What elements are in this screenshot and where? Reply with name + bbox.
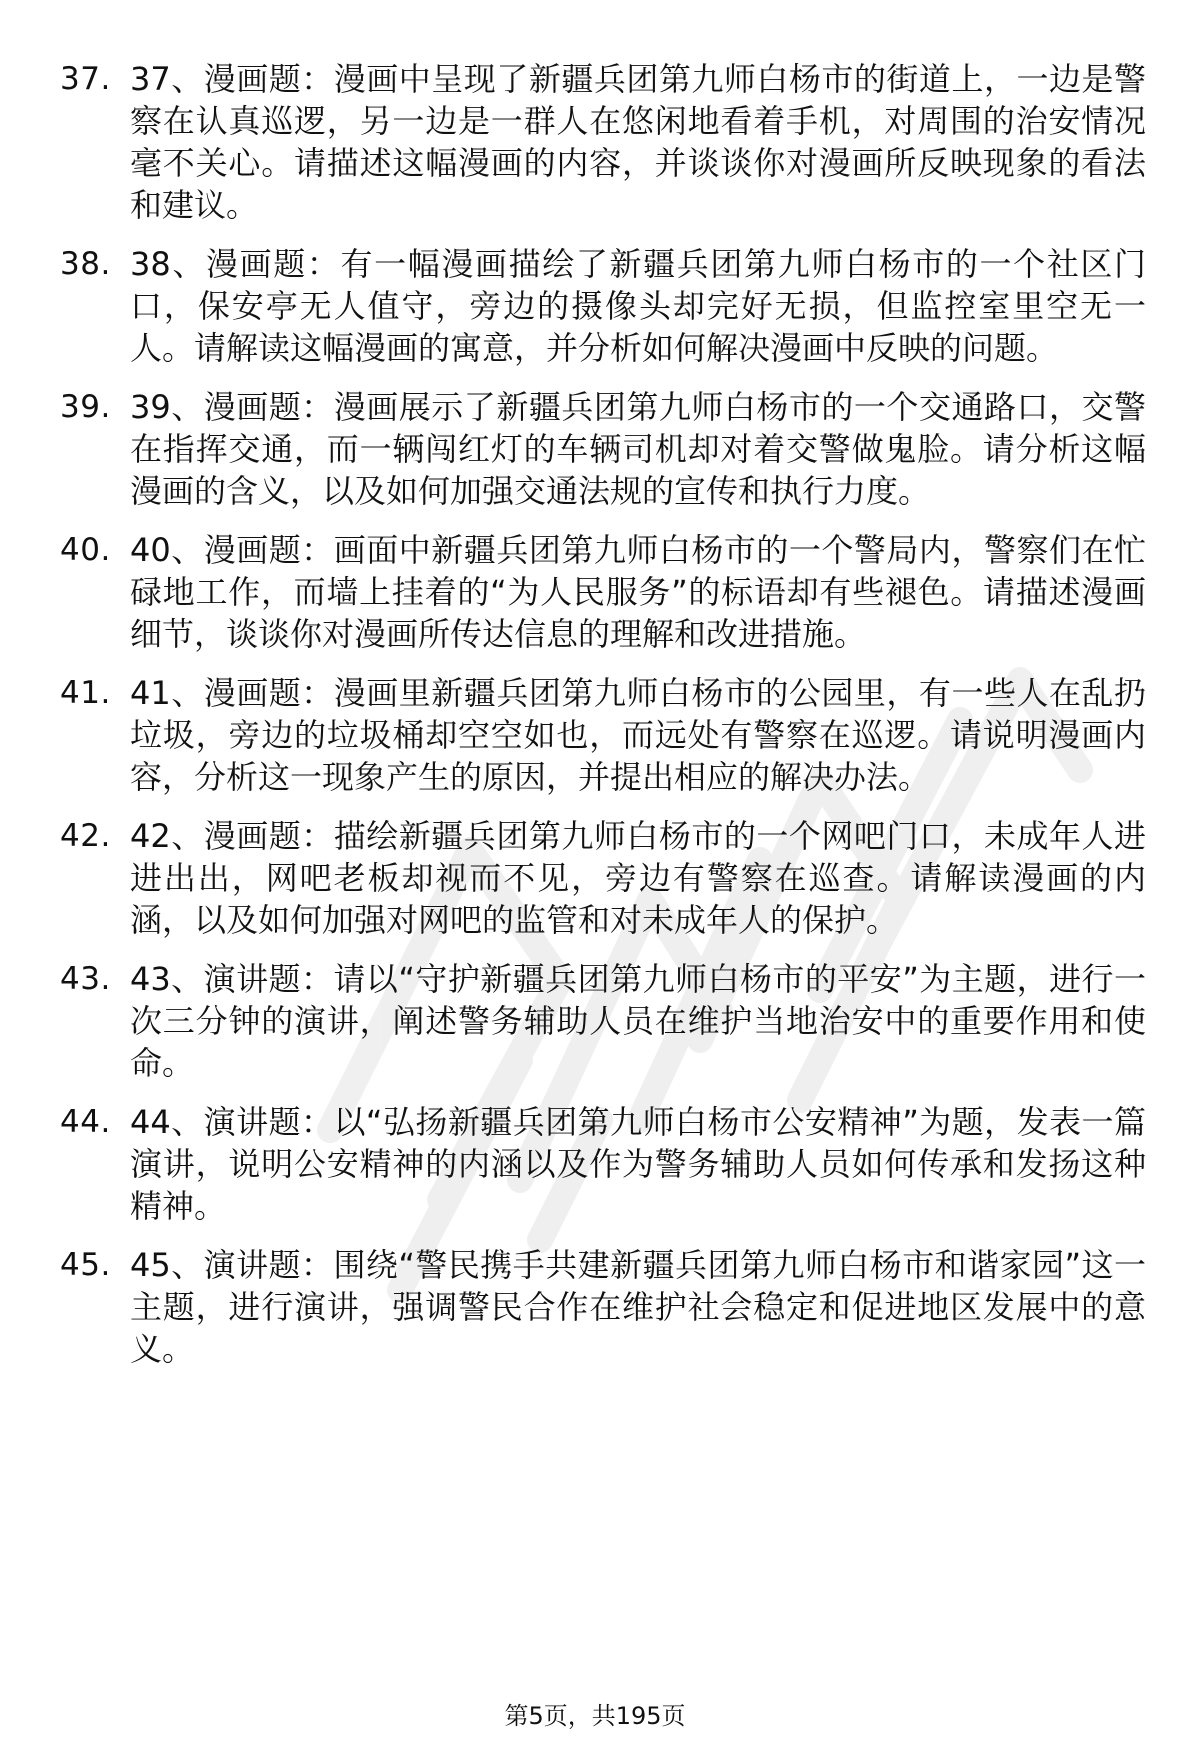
question-item <box>60 1244 1150 1370</box>
question-text: 40、漫画题：画面中新疆兵团第九师白杨市的一个警局内，警察们在忙碌地工作，而墙上挂着的“为人民服务”的标语却有些褪色。请描述漫画细节，谈谈你对漫画所传达信息的理解和改进措施。 <box>130 531 1146 653</box>
question-text: 42、漫画题：描绘新疆兵团第九师白杨市的一个网吧门口，未成年人进进出出，网吧老板却视而不见，旁边有警察在巡查。请解读漫画的内涵，以及如何加强对网吧的监管和对未成年人的保护。 <box>130 817 1146 939</box>
question-item <box>60 672 1150 798</box>
page-number-label: 第5页，共195页 <box>504 1702 686 1730</box>
question-list <box>60 58 1150 1387</box>
question-text: 37、漫画题：漫画中呈现了新疆兵团第九师白杨市的街道上，一边是警察在认真巡逻，另一边是一群人在悠闲地看着手机，对周围的治安情况毫不关心。请描述这幅漫画的内容，并谈谈你对漫画所反映现象的看法和建议。 <box>130 60 1146 224</box>
question-number: 39. <box>60 389 111 425</box>
question-text: 44、演讲题：以“弘扬新疆兵团第九师白杨市公安精神”为题，发表一篇演讲，说明公安精神的内涵以及作为警务辅助人员如何传承和发扬这种精神。 <box>130 1103 1146 1225</box>
question-item <box>60 815 1150 941</box>
question-item <box>60 529 1150 655</box>
question-item <box>60 58 1150 226</box>
question-text: 45、演讲题：围绕“警民携手共建新疆兵团第九师白杨市和谐家园”这一主题，进行演讲，强调警民合作在维护社会稳定和促进地区发展中的意义。 <box>130 1246 1146 1368</box>
question-number: 42. <box>60 818 111 854</box>
question-item <box>60 958 1150 1084</box>
question-item <box>60 1101 1150 1227</box>
question-number: 45. <box>60 1247 111 1283</box>
question-item <box>60 243 1150 369</box>
question-text: 39、漫画题：漫画展示了新疆兵团第九师白杨市的一个交通路口，交警在指挥交通，而一辆闯红灯的车辆司机却对着交警做鬼脸。请分析这幅漫画的含义，以及如何加强交通法规的宣传和执行力度。 <box>130 388 1146 510</box>
question-item <box>60 386 1150 512</box>
page-footer <box>0 1700 1190 1732</box>
question-number: 44. <box>60 1104 111 1140</box>
question-number: 41. <box>60 675 111 711</box>
question-text: 43、演讲题：请以“守护新疆兵团第九师白杨市的平安”为主题，进行一次三分钟的演讲，阐述警务辅助人员在维护当地治安中的重要作用和使命。 <box>130 960 1146 1082</box>
question-number: 38. <box>60 246 111 282</box>
question-text: 38、漫画题：有一幅漫画描绘了新疆兵团第九师白杨市的一个社区门口，保安亭无人值守，旁边的摄像头却完好无损，但监控室里空无一人。请解读这幅漫画的寓意，并分析如何解决漫画中反映的问题。 <box>130 245 1146 367</box>
question-number: 40. <box>60 532 111 568</box>
question-number: 43. <box>60 961 111 997</box>
question-text: 41、漫画题：漫画里新疆兵团第九师白杨市的公园里，有一些人在乱扔垃圾，旁边的垃圾桶却空空如也，而远处有警察在巡逻。请说明漫画内容，分析这一现象产生的原因，并提出相应的解决办法。 <box>130 674 1146 796</box>
question-number: 37. <box>60 61 111 97</box>
